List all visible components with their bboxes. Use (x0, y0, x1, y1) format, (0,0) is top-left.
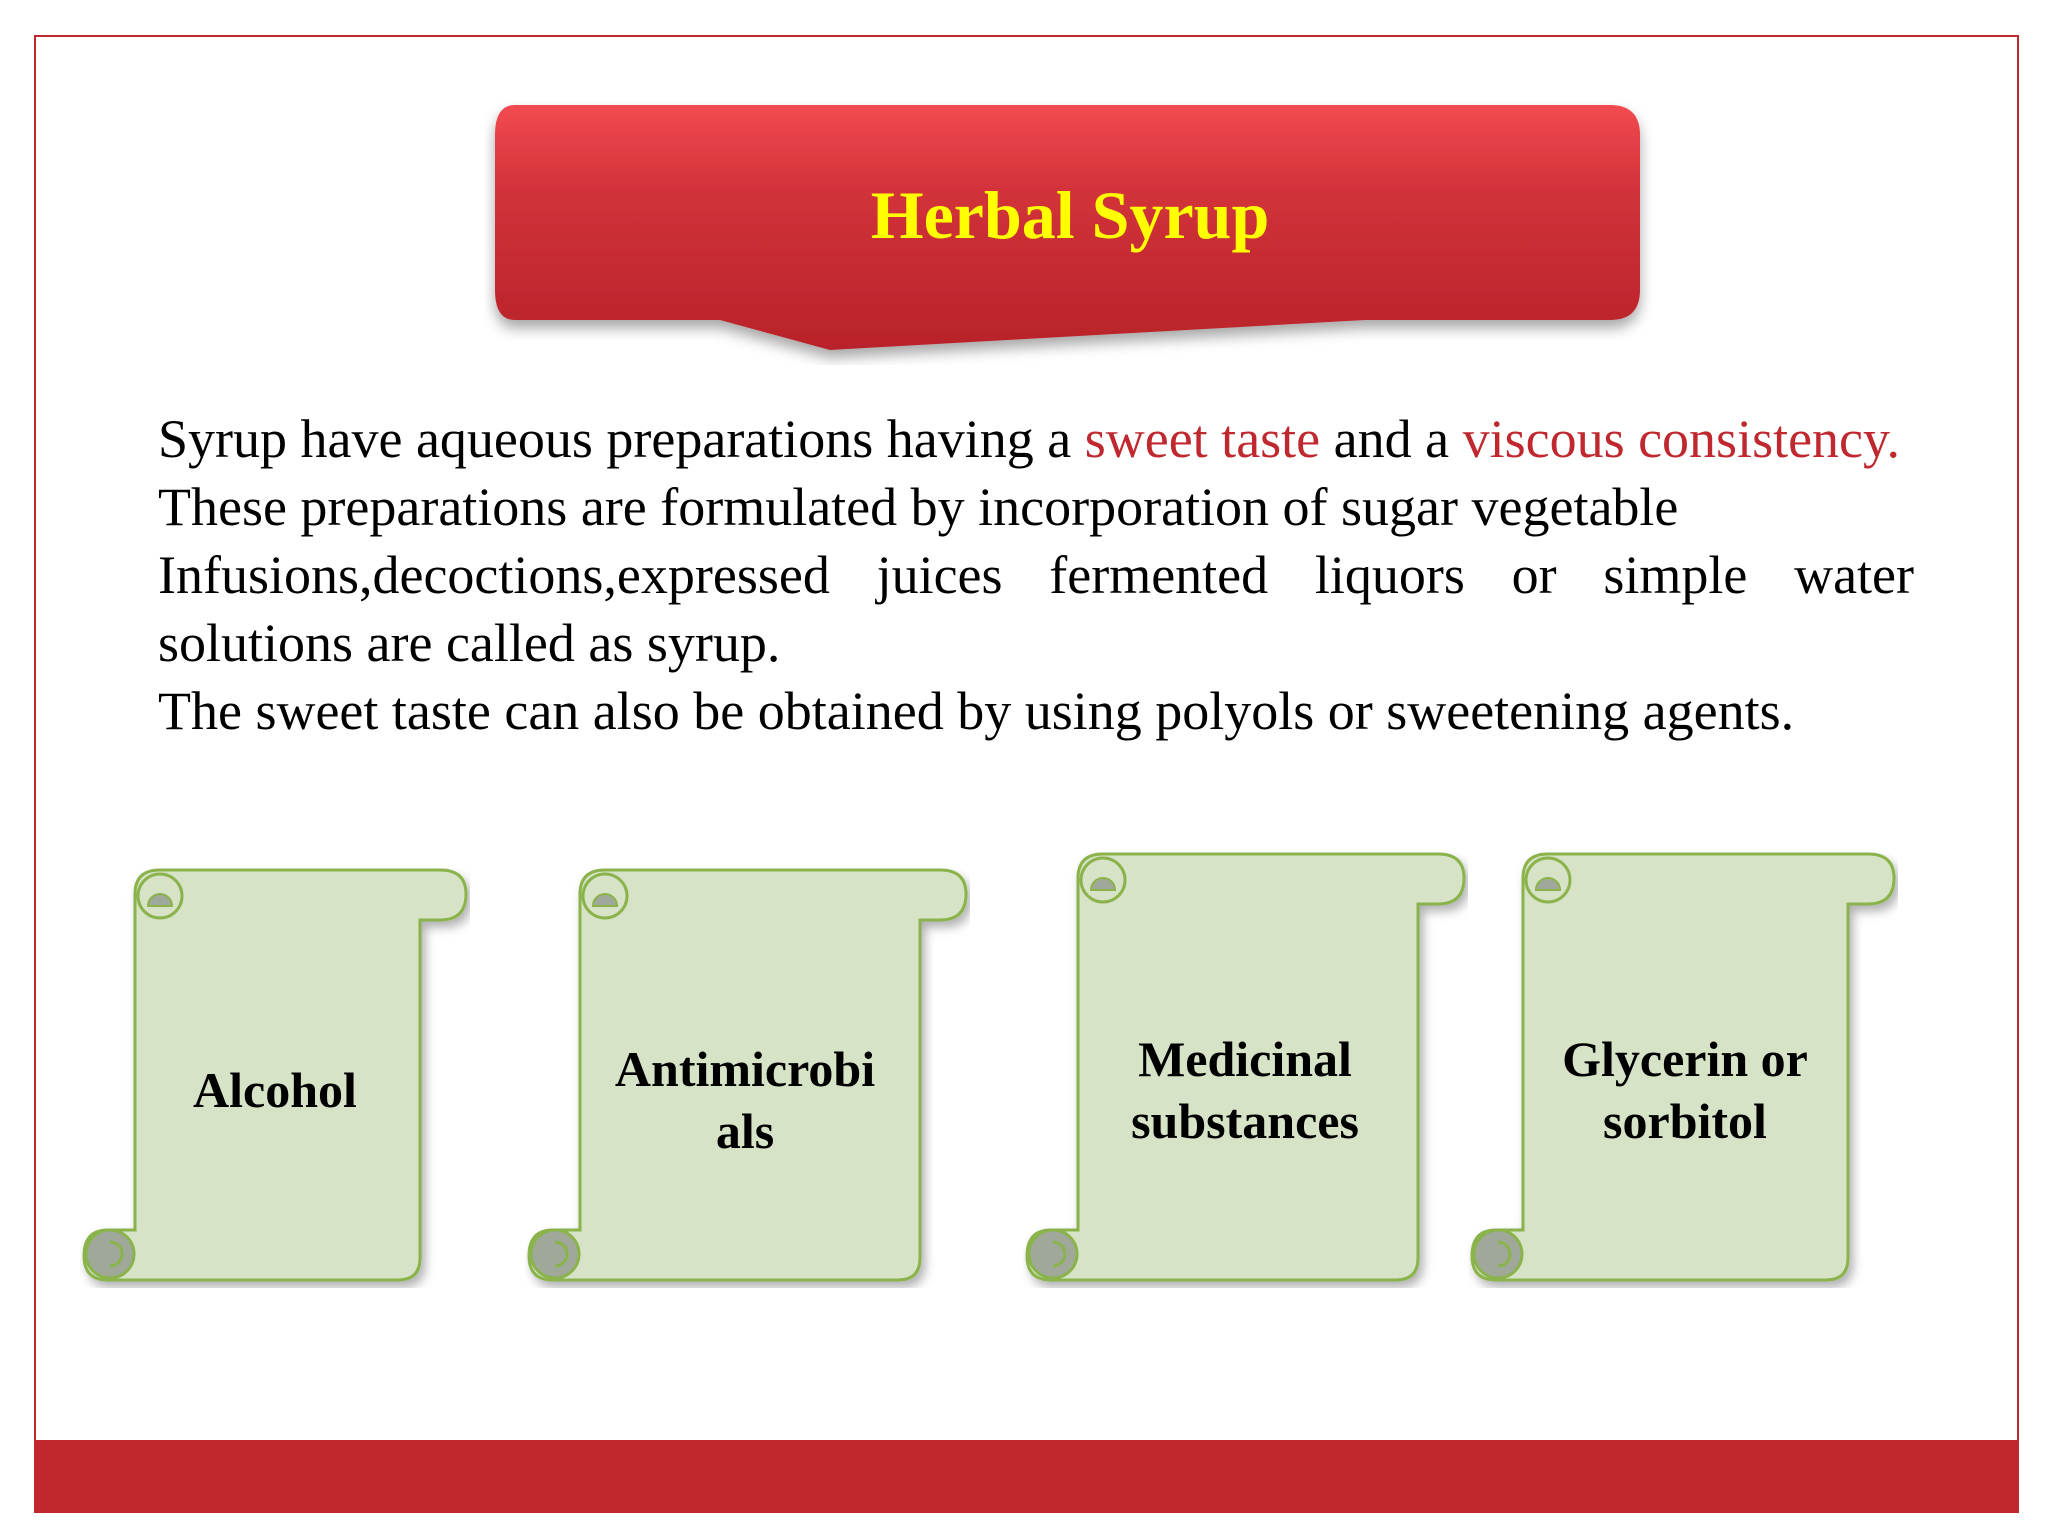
paragraph-formulation: These preparations are formulated by incorporation of sugar vegetable (158, 477, 1679, 537)
definition-part-1: Syrup have aqueous preparations having a (158, 409, 1085, 469)
paragraph-infusions: Infusions,decoctions,expressed juices fermented liquors or simple water solutions are called as syrup. (158, 545, 1914, 673)
paragraph-definition (158, 405, 1914, 473)
body-text (158, 405, 1914, 745)
scroll-label-alcohol: Alcohol (193, 1062, 357, 1118)
highlight-viscous-consistency: viscous consistency. (1462, 409, 1901, 469)
definition-part-2: and a (1320, 409, 1463, 469)
scroll-label-glycerin-sorbitol: Glycerin or sorbitol (1562, 1031, 1808, 1149)
scroll-label-antimicrobials: Antimicrobials (614, 1041, 876, 1159)
scroll-label-medicinal-substances: Medicinal substances (1131, 1031, 1359, 1149)
paragraph-sweet-taste: The sweet taste can also be obtained by using polyols or sweetening agents. (158, 681, 1795, 741)
footer-bar (34, 1440, 2019, 1513)
highlight-sweet-taste: sweet taste (1084, 409, 1321, 469)
page-title: Herbal Syrup (870, 176, 1270, 253)
